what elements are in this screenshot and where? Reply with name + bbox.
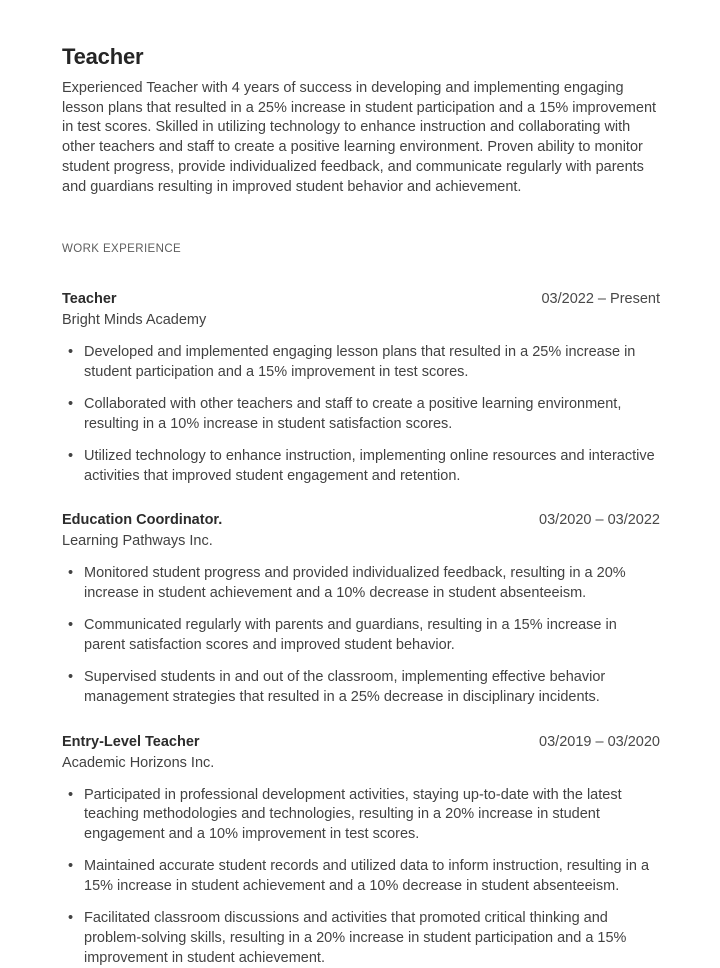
bullet-icon: • — [68, 448, 74, 465]
bullet-text: Facilitated classroom discussions and activities that promoted critical thinking and problem-solving skills, resulting in a 20% increase in student participation and a 15% improvement in student achievement. — [84, 910, 627, 966]
job-header — [62, 512, 660, 528]
bullet-icon: • — [68, 786, 74, 803]
bullet-text: Maintained accurate student records and utilized data to inform instruction, resulting in a 15% increase in student achievement and a 10% decrease in student absenteeism. — [84, 858, 650, 894]
bullet-text: Developed and implemented engaging lesson plans that resulted in a 25% increase in student participation and a 15% improvement in test scores. — [84, 344, 636, 380]
list-item — [62, 857, 660, 896]
bullet-text: Collaborated with other teachers and staff to create a positive learning environment, resulting in a 10% increase in student satisfaction scores. — [84, 396, 622, 432]
bullet-list — [62, 564, 660, 707]
bullet-text: Communicated regularly with parents and guardians, resulting in a 15% increase in parent satisfaction scores and improved student behavior. — [84, 617, 617, 654]
bullet-icon: • — [68, 669, 74, 686]
bullet-icon: • — [68, 344, 74, 361]
job-header — [62, 734, 660, 750]
bullet-text: Monitored student progress and provided individualized feedback, resulting in a 20% increase in student achievement and a 10% decrease in student absenteeism. — [84, 565, 626, 602]
list-item — [62, 909, 660, 968]
job-dates: 03/2020 – 03/2022 — [539, 512, 660, 529]
job-company: Bright Minds Academy — [62, 312, 207, 329]
list-item — [62, 668, 660, 707]
bullet-text: Utilized technology to enhance instruction, implementing online resources and interactive activities that improved student engagement and retention. — [84, 448, 655, 484]
list-item — [62, 395, 660, 434]
job-dates: 03/2019 – 03/2020 — [539, 733, 660, 750]
job-title: Education Coordinator. — [62, 512, 223, 529]
bullet-icon: • — [68, 396, 74, 413]
list-item — [62, 343, 660, 382]
job-entry — [62, 291, 660, 486]
summary-text: Experienced Teacher with 4 years of success in developing and implementing engaging lesson plans that resulted in a 25% increase in student participation and a 15% improvement in test scores. Skilled in utilizing technology to enhance instruction and collaborating with other teachers and staff to create a positive learning environment. Proven ability to monitor student progress, provide individualized feedback, and communicate regularly with parents and guardians resulting in improved student behavior and achievement. — [62, 80, 657, 195]
page-title: Teacher — [62, 44, 144, 69]
list-item — [62, 564, 660, 603]
list-item — [62, 616, 660, 655]
bullet-text: Participated in professional development activities, staying up-to-date with the latest teaching methodologies and technologies, resulting in a 20% increase in student engagement and a 10% improvement in test scores. — [84, 786, 622, 843]
job-company: Academic Horizons Inc. — [62, 754, 215, 771]
bullet-icon: • — [68, 910, 74, 927]
list-item — [62, 786, 660, 845]
job-title: Teacher — [62, 291, 117, 308]
bullet-icon: • — [68, 858, 74, 875]
bullet-text: Supervised students in and out of the classroom, implementing effective behavior management strategies that resulted in a 25% decrease in disciplinary incidents. — [84, 669, 606, 705]
list-item — [62, 447, 660, 486]
work-experience-section-label: WORK EXPERIENCE — [62, 243, 182, 256]
job-company: Learning Pathways Inc. — [62, 533, 213, 550]
bullet-icon: • — [68, 565, 74, 582]
bullet-list — [62, 343, 660, 486]
job-title: Entry-Level Teacher — [62, 733, 200, 750]
job-dates: 03/2022 – Present — [541, 291, 660, 308]
bullet-icon: • — [68, 617, 74, 634]
job-entry — [62, 512, 660, 707]
job-header — [62, 291, 660, 307]
bullet-list — [62, 786, 660, 968]
job-entry — [62, 734, 660, 968]
